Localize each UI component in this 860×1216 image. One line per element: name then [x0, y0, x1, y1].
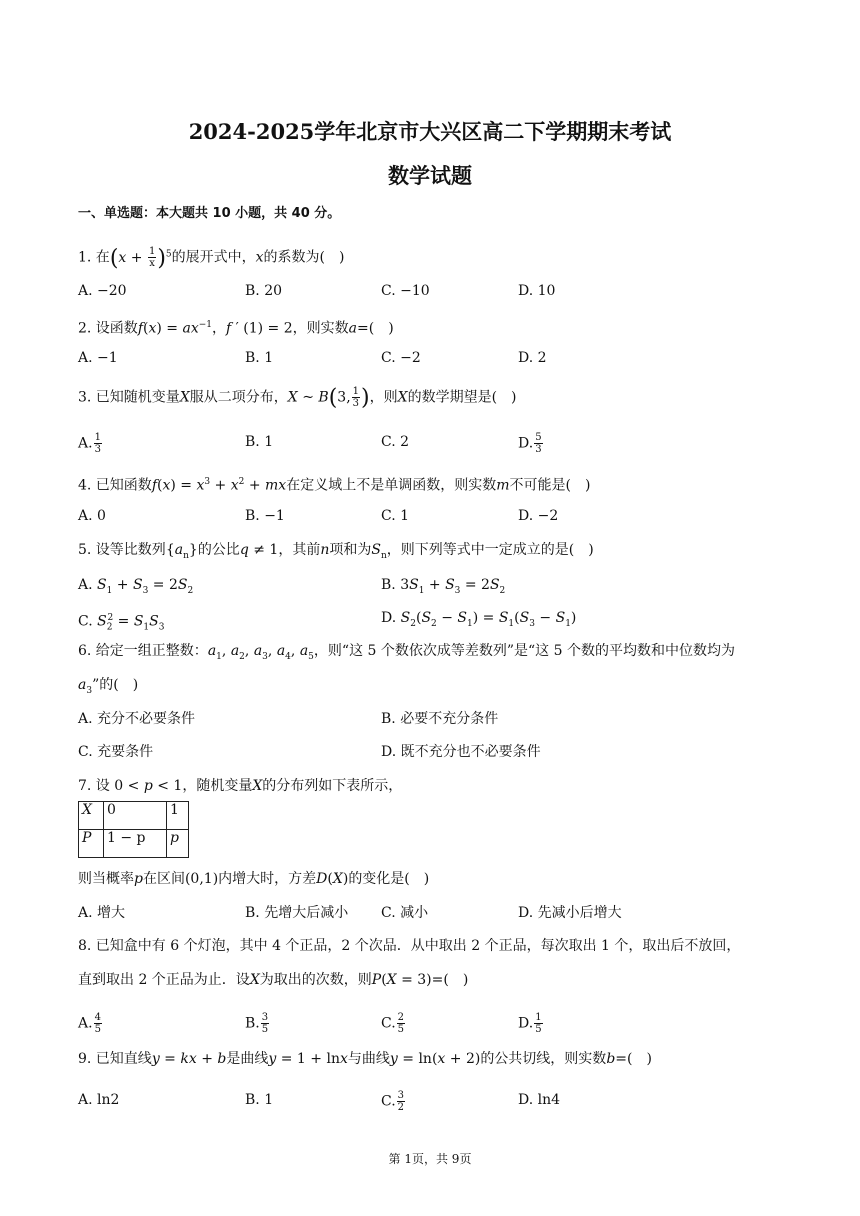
question-9: 9. 已知直线y = kx + b是曲线y = 1 + lnx与曲线y = ln(x + 2)的公共切线，则实数b=( ) — [78, 1051, 652, 1067]
distribution-table — [78, 801, 189, 858]
q5-text-mid: 的公比 — [197, 542, 240, 558]
q9-text-end: =( ) — [615, 1051, 652, 1067]
question-8: 8. 已知盒中有 6 个灯泡，其中 4 个正品，2 个次品．从中取出 2 个正品，每次取出 1 个，取出后不放回， — [78, 938, 741, 954]
q6-text-line2: ”的( ) — [92, 677, 139, 693]
q2-text-mid2: ，则实数 — [292, 320, 349, 337]
q2-option-d: D. 2 — [518, 350, 547, 366]
table-cell: 0 — [104, 802, 167, 830]
q5-text-pre: 5. 设等比数列 — [78, 542, 166, 558]
q6-text-pre: 6. 给定一组正整数： — [78, 643, 208, 659]
q3-option-a: A. $\frac{1}{3}$ — [78, 432, 101, 455]
q4-text-mid: 在定义域上不是单调函数，则实数 — [286, 477, 497, 494]
q9-text-mid: 是曲线 — [226, 1051, 269, 1067]
q5-option-a-label: A. — [78, 577, 93, 593]
section-heading: 一、单选题：本大题共 10 小题，共 40 分。 — [78, 206, 341, 221]
q1-option-d: D. 10 — [518, 283, 556, 299]
q6-text-post: ，则“这 5 个数依次成等差数列”是“这 5 个数的平均数和中位数均为 — [313, 643, 735, 659]
question-7: 7. 设 0 < p < 1，随机变量X的分布列如下表所示， — [78, 778, 403, 794]
table-cell: 1 — [167, 802, 189, 830]
question-4: 4. 已知函数$f(x) = x^3 + x^2$ + mx在定义域上不是单调函数，则实数m不可能是( ) — [78, 477, 591, 494]
q3-option-a-label: A. — [78, 435, 93, 452]
q1-option-b: B. 20 — [245, 283, 283, 299]
q9-option-b: B. 1 — [245, 1092, 274, 1108]
q5-option-d: D. $S_2(S_2 - S_1) = S_1(S_3 - S_1)$ — [381, 610, 577, 629]
question-5: 5. 设等比数列$\{a_n\}$的公比q ≠ 1，其前n项和为$S_n$，则下列等式中一定成立的是( ) — [78, 542, 594, 561]
q3-text-mid: 服从二项分布， — [189, 389, 288, 406]
q8-option-b: B. $\frac{3}{5}$ — [245, 1012, 269, 1035]
q3-text-pre: 3. 已知随机变量 — [78, 389, 180, 406]
table-cell: 1 − p — [104, 830, 167, 858]
q7-text-after-mid: 在区间 — [142, 871, 185, 887]
q5-option-b: B. $3S_1 + S_3 = 2S_2$ — [381, 577, 506, 596]
q3-option-b: B. 1 — [245, 434, 274, 450]
q4-option-d: D. −2 — [518, 508, 559, 524]
q5-option-d-label: D. — [381, 610, 397, 626]
exam-title: 2024-2025学年北京市大兴区高二下学期期末考试 — [188, 119, 672, 144]
table-row — [79, 802, 189, 830]
q9-text-pre: 9. 已知直线 — [78, 1051, 152, 1067]
q6-option-d: D. 既不充分也不必要条件 — [381, 744, 541, 760]
q3-option-d: D. $\frac{5}{3}$ — [518, 432, 542, 455]
q3-text-mid2: ，则 — [369, 389, 398, 406]
question-6-line2: $a_3$”的( ) — [78, 677, 139, 696]
question-6: 6. 给定一组正整数：$a_1$, $a_2$, $a_3$, $a_4$, $a_5$，则“这 5 个数依次成等差数列”是“这 5 个数的平均数和中位数均为 — [78, 643, 735, 662]
q9-option-a: A. ln2 — [78, 1092, 120, 1108]
q8-option-d-label: D. — [518, 1015, 534, 1032]
q8-text-pre: 直到取出 2 个正品为止．设 — [78, 972, 250, 988]
q3-option-d-label: D. — [518, 435, 534, 452]
q5-text-mid2: ，其前 — [278, 542, 321, 558]
q7-option-a: A. 增大 — [78, 905, 126, 921]
table-cell: p — [167, 830, 189, 858]
q1-option-c: C. −10 — [381, 283, 430, 299]
q2-option-b: B. 1 — [245, 350, 274, 366]
q5-text-mid3: 项和为 — [329, 542, 372, 558]
q7-text-mid: ，随机变量 — [182, 778, 253, 794]
table-cell: X — [79, 802, 104, 830]
q7-text-after-pre: 则当概率 — [78, 871, 134, 887]
q7-text-pre: 7. 设 — [78, 778, 110, 794]
q3-text-post: 的数学期望是( ) — [407, 389, 517, 406]
q9-text-post: 的公共切线，则实数 — [480, 1051, 607, 1067]
q4-option-b: B. −1 — [245, 508, 285, 524]
q5-option-b-label: B. — [381, 577, 396, 593]
question-7-continued: 则当概率p在区间(0,1)内增大时，方差D(X)的变化是( ) — [78, 871, 430, 887]
q4-option-c: C. 1 — [381, 508, 410, 524]
question-1: 1. 在(x + $\frac{1}{x}$ )$^5$的展开式中，x的系数为( ) — [78, 245, 345, 271]
q4-option-a: A. 0 — [78, 508, 106, 524]
question-3: 3. 已知随机变量X服从二项分布，X ~ B(3, $\frac{1}{3}$ )，则X的数学期望是( ) — [78, 385, 517, 411]
q4-text-pre: 4. 已知函数 — [78, 477, 152, 494]
q2-text-mid: ， — [212, 320, 226, 337]
q8-option-c: C. $\frac{2}{5}$ — [381, 1012, 405, 1035]
q8-option-d: D. $\frac{1}{5}$ — [518, 1012, 542, 1035]
q2-text-pre: 2. 设函数 — [78, 320, 138, 337]
q9-text-mid2: 与曲线 — [347, 1051, 390, 1067]
q2-option-c: C. −2 — [381, 350, 421, 366]
page-footer: 第 1页，共 9页 — [388, 1152, 472, 1166]
question-2: 2. 设函数$f(x) = ax^{-1}$，f ′ (1) = 2，则实数a=( ) — [78, 320, 394, 337]
q7-option-d: D. 先减小后增大 — [518, 905, 622, 921]
q7-text-after-mid2: 内增大时，方差 — [218, 871, 317, 887]
q1-text-mid: 的系数为( ) — [263, 249, 345, 266]
q7-option-b: B. 先增大后减小 — [245, 905, 349, 921]
q2-option-a: A. −1 — [78, 350, 118, 366]
q1-text-post: 的展开式中， — [171, 249, 256, 266]
q1-option-a: A. −20 — [78, 283, 127, 299]
q2-text-post: =( ) — [357, 320, 394, 337]
q7-text-post: 的分布列如下表所示， — [262, 778, 403, 794]
q6-option-c: C. 充要条件 — [78, 744, 154, 760]
q9-option-c-label: C. — [381, 1093, 396, 1110]
question-8-line2: 直到取出 2 个正品为止．设X为取出的次数，则P(X = 3)=( ) — [78, 972, 469, 988]
q5-option-c-label: C. — [78, 613, 93, 630]
q7-option-c: C. 减小 — [381, 905, 429, 921]
q9-option-c: C. $\frac{3}{2}$ — [381, 1090, 405, 1113]
q5-text-post: ，则下列等式中一定成立的是( ) — [386, 542, 594, 558]
table-cell: P — [79, 830, 104, 858]
q8-text-mid: 为取出的次数，则 — [259, 972, 372, 988]
table-row — [79, 830, 189, 858]
q4-text-post: 不可能是( ) — [509, 477, 591, 494]
q6-option-a: A. 充分不必要条件 — [78, 711, 196, 727]
exam-subtitle: 数学试题 — [388, 163, 472, 188]
q7-text-after-post: 的变化是( ) — [348, 871, 430, 887]
q9-option-d: D. ln4 — [518, 1092, 561, 1108]
q8-option-a-label: A. — [78, 1015, 93, 1032]
q8-option-c-label: C. — [381, 1015, 396, 1032]
q8-text-post: =( ) — [431, 972, 469, 988]
q5-option-a: A. $S_1 + S_3 = 2S_2$ — [78, 577, 194, 596]
q8-option-a: A. $\frac{4}{5}$ — [78, 1012, 101, 1035]
q6-option-b: B. 必要不充分条件 — [381, 711, 499, 727]
q1-text-pre: 1. 在 — [78, 249, 110, 266]
q3-option-c: C. 2 — [381, 434, 410, 450]
q5-option-c: C. $S_2^2 = S_1S_3$ — [78, 613, 165, 633]
q8-option-b-label: B. — [245, 1015, 260, 1032]
